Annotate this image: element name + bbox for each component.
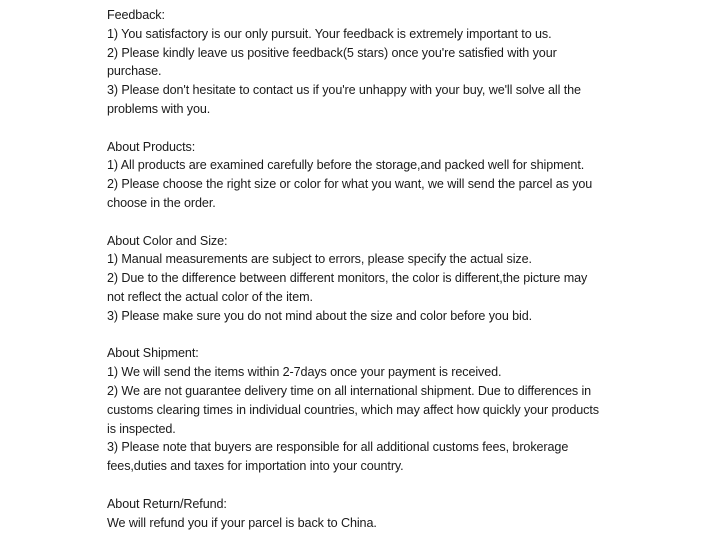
text-line: is inspected. xyxy=(107,421,176,436)
section-heading: Feedback: xyxy=(107,8,165,22)
text-line: 3) Please make sure you do not mind about the size and color before you bid. xyxy=(107,308,533,323)
text-line: 2) Please kindly leave us positive feedback(5 stars) once you're satisfied with your xyxy=(107,45,557,60)
text-line: customs clearing times in individual countries, which may affect how quickly your products xyxy=(107,402,599,417)
text-line: 1) We will send the items within 2-7days once your payment is received. xyxy=(107,365,502,380)
about-return-refund-section xyxy=(107,495,687,533)
policy-document xyxy=(107,6,687,532)
text-line: problems with you. xyxy=(107,101,211,116)
text-line: 2) Due to the difference between different monitors, the color is different,the picture may xyxy=(107,271,588,286)
section-heading: About Products: xyxy=(107,139,196,154)
about-color-size-section xyxy=(107,232,687,326)
text-line: choose in the order. xyxy=(107,195,216,210)
about-products-section xyxy=(107,138,687,213)
text-line: 3) Please note that buyers are responsible for all additional customs fees, brokerage xyxy=(107,440,569,455)
text-line: fees,duties and taxes for importation into your country. xyxy=(107,459,404,474)
section-heading: About Color and Size: xyxy=(107,233,228,248)
text-line: not reflect the actual color of the item. xyxy=(107,289,313,304)
about-shipment-section xyxy=(107,344,687,476)
text-line: We will refund you if your parcel is back to China. xyxy=(107,515,377,530)
text-line: 1) You satisfactory is our only pursuit. Your feedback is extremely important to us. xyxy=(107,26,552,41)
text-line: purchase. xyxy=(107,64,162,79)
section-heading: About Shipment: xyxy=(107,346,199,361)
section-heading: About Return/Refund: xyxy=(107,496,227,511)
text-line: 2) Please choose the right size or color for what you want, we will send the parcel as you xyxy=(107,177,593,192)
feedback-section xyxy=(107,6,687,119)
text-line: 2) We are not guarantee delivery time on all international shipment. Due to differences in xyxy=(107,383,592,398)
text-line: 3) Please don't hesitate to contact us if you're unhappy with your buy, we'll solve all the xyxy=(107,83,581,98)
text-line: 1) All products are examined carefully before the storage,and packed well for shipment. xyxy=(107,158,585,173)
text-line: 1) Manual measurements are subject to errors, please specify the actual size. xyxy=(107,252,532,267)
